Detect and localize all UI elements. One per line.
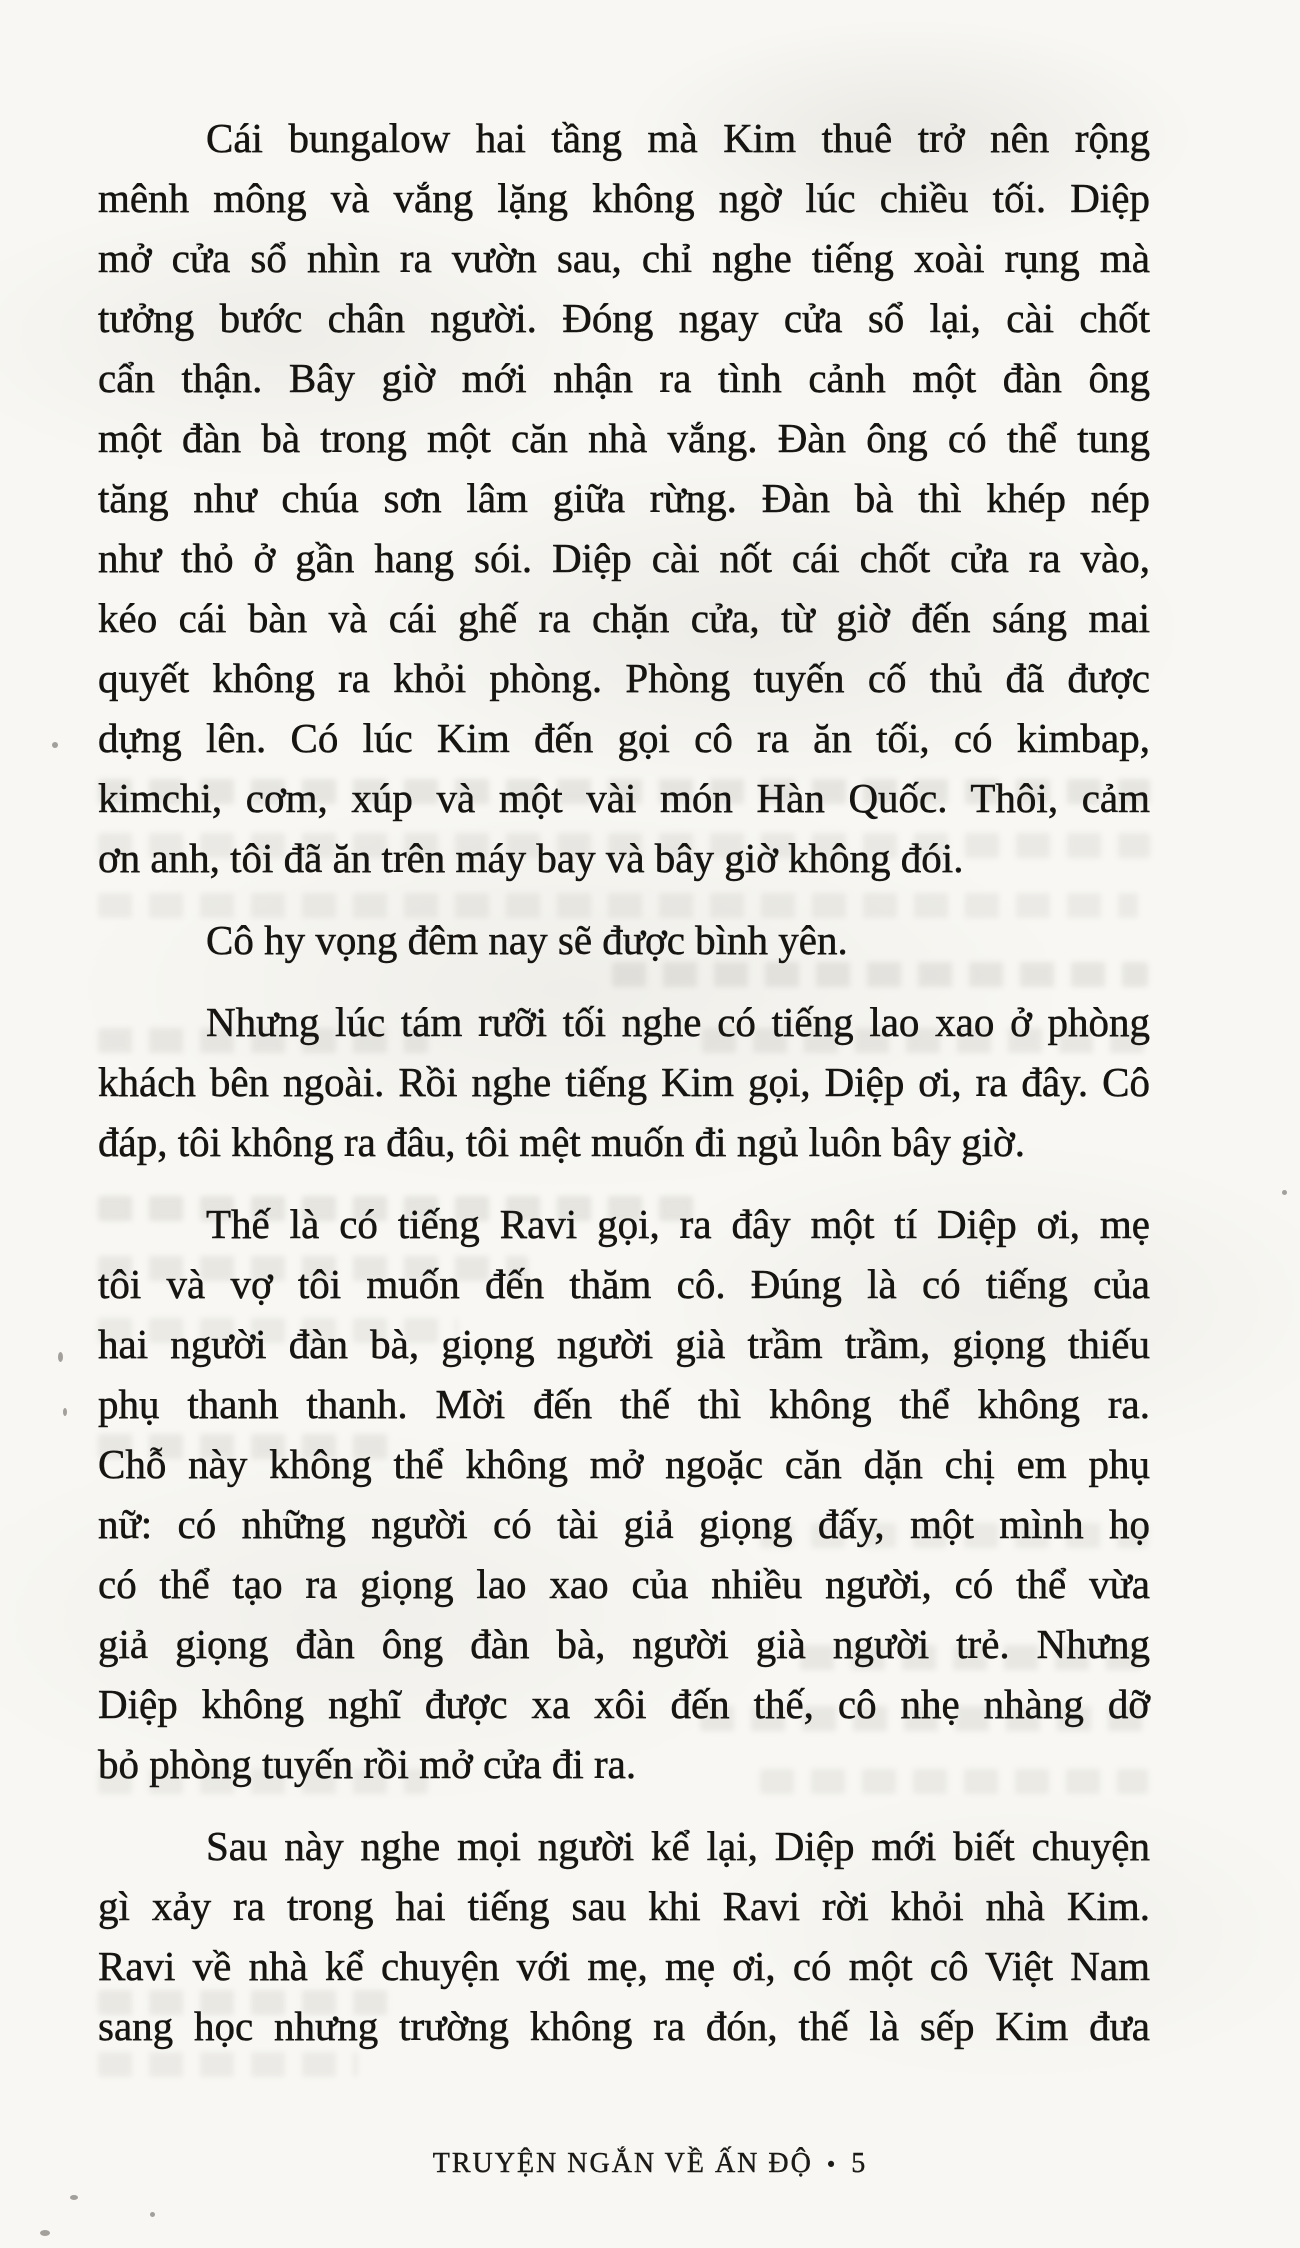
- footer-separator: •: [826, 2152, 838, 2178]
- text-line: tôi và vợ tôi muốn đến thăm cô. Đúng là có tiếng của: [98, 1261, 1150, 1307]
- text-line: Nhưng lúc tám rưỡi tối nghe có tiếng lao xao ở phòng: [206, 999, 1150, 1045]
- text-line: gì xảy ra trong hai tiếng sau khi Ravi rời khỏi nhà Kim.: [98, 1883, 1150, 1929]
- text-line: Sau này nghe mọi người kể lại, Diệp mới biết chuyện: [206, 1823, 1150, 1869]
- text-block: [98, 108, 1150, 2056]
- paragraph: [98, 1816, 1150, 2056]
- dust-speck: [40, 2230, 50, 2236]
- paragraph: [98, 910, 1150, 970]
- text-line: Cô hy vọng đêm nay sẽ được bình yên.: [206, 917, 848, 963]
- page-footer: [0, 2148, 1300, 2180]
- dust-speck: [150, 2212, 155, 2217]
- text-line: hai người đàn bà, giọng người già trầm trầm, giọng thiếu: [98, 1321, 1150, 1367]
- text-line: bỏ phòng tuyến rồi mở cửa đi ra.: [98, 1741, 637, 1787]
- text-line: dựng lên. Có lúc Kim đến gọi cô ra ăn tối, có kimbap,: [98, 715, 1150, 761]
- dust-speck: [58, 1352, 63, 1362]
- text-line: quyết không ra khỏi phòng. Phòng tuyến cố thủ đã được: [98, 655, 1150, 701]
- paragraph: [98, 108, 1150, 888]
- text-line: Diệp không nghĩ được xa xôi đến thế, cô nhẹ nhàng dỡ: [98, 1681, 1150, 1727]
- text-line: mở cửa sổ nhìn ra vườn sau, chỉ nghe tiếng xoài rụng mà: [98, 235, 1150, 281]
- text-line: có thể tạo ra giọng lao xao của nhiều người, có thể vừa: [98, 1561, 1150, 1607]
- text-line: mênh mông và vắng lặng không ngờ lúc chiều tối. Diệp: [98, 175, 1150, 221]
- dust-speck: [1282, 1190, 1287, 1195]
- dust-speck: [63, 1408, 67, 1416]
- text-line: phụ thanh thanh. Mời đến thế thì không thể không ra.: [98, 1381, 1150, 1427]
- text-line: nữ: có những người có tài giả giọng đấy, một mình họ: [98, 1501, 1150, 1547]
- text-line: một đàn bà trong một căn nhà vắng. Đàn ông có thể tung: [98, 415, 1150, 461]
- page-number: 5: [851, 2148, 868, 2179]
- text-line: ơn anh, tôi đã ăn trên máy bay và bây giờ không đói.: [98, 835, 964, 881]
- dust-speck: [70, 2195, 78, 2200]
- text-line: khách bên ngoài. Rồi nghe tiếng Kim gọi, Diệp ơi, ra đây. Cô: [98, 1059, 1150, 1105]
- text-line: Cái bungalow hai tầng mà Kim thuê trở nên rộng: [206, 115, 1150, 161]
- text-line: kimchi, cơm, xúp và một vài món Hàn Quốc. Thôi, cảm: [98, 775, 1150, 821]
- text-line: như thỏ ở gần hang sói. Diệp cài nốt cái chốt cửa ra vào,: [98, 535, 1150, 581]
- text-line: kéo cái bàn và cái ghế ra chặn cửa, từ giờ đến sáng mai: [98, 595, 1150, 641]
- text-line: Ravi về nhà kể chuyện với mẹ, mẹ ơi, có một cô Việt Nam: [98, 1943, 1150, 1989]
- text-line: cẩn thận. Bây giờ mới nhận ra tình cảnh một đàn ông: [98, 355, 1150, 401]
- text-line: đáp, tôi không ra đâu, tôi mệt muốn đi ngủ luôn bây giờ.: [98, 1119, 1025, 1165]
- text-line: giả giọng đàn ông đàn bà, người già người trẻ. Nhưng: [98, 1621, 1150, 1667]
- text-line: sang học nhưng trường không ra đón, thế là sếp Kim đưa: [98, 2003, 1150, 2049]
- running-title: TRUYỆN NGẮN VỀ ẤN ĐỘ: [432, 2148, 813, 2179]
- text-line: tưởng bước chân người. Đóng ngay cửa sổ lại, cài chốt: [98, 295, 1150, 341]
- dust-speck: [52, 742, 58, 748]
- paragraph: [98, 1194, 1150, 1794]
- paragraph: [98, 992, 1150, 1172]
- text-line: tăng như chúa sơn lâm giữa rừng. Đàn bà thì khép nép: [98, 475, 1150, 521]
- text-line: Chỗ này không thể không mở ngoặc căn dặn chị em phụ: [98, 1441, 1150, 1487]
- text-line: Thế là có tiếng Ravi gọi, ra đây một tí Diệp ơi, mẹ: [206, 1201, 1150, 1247]
